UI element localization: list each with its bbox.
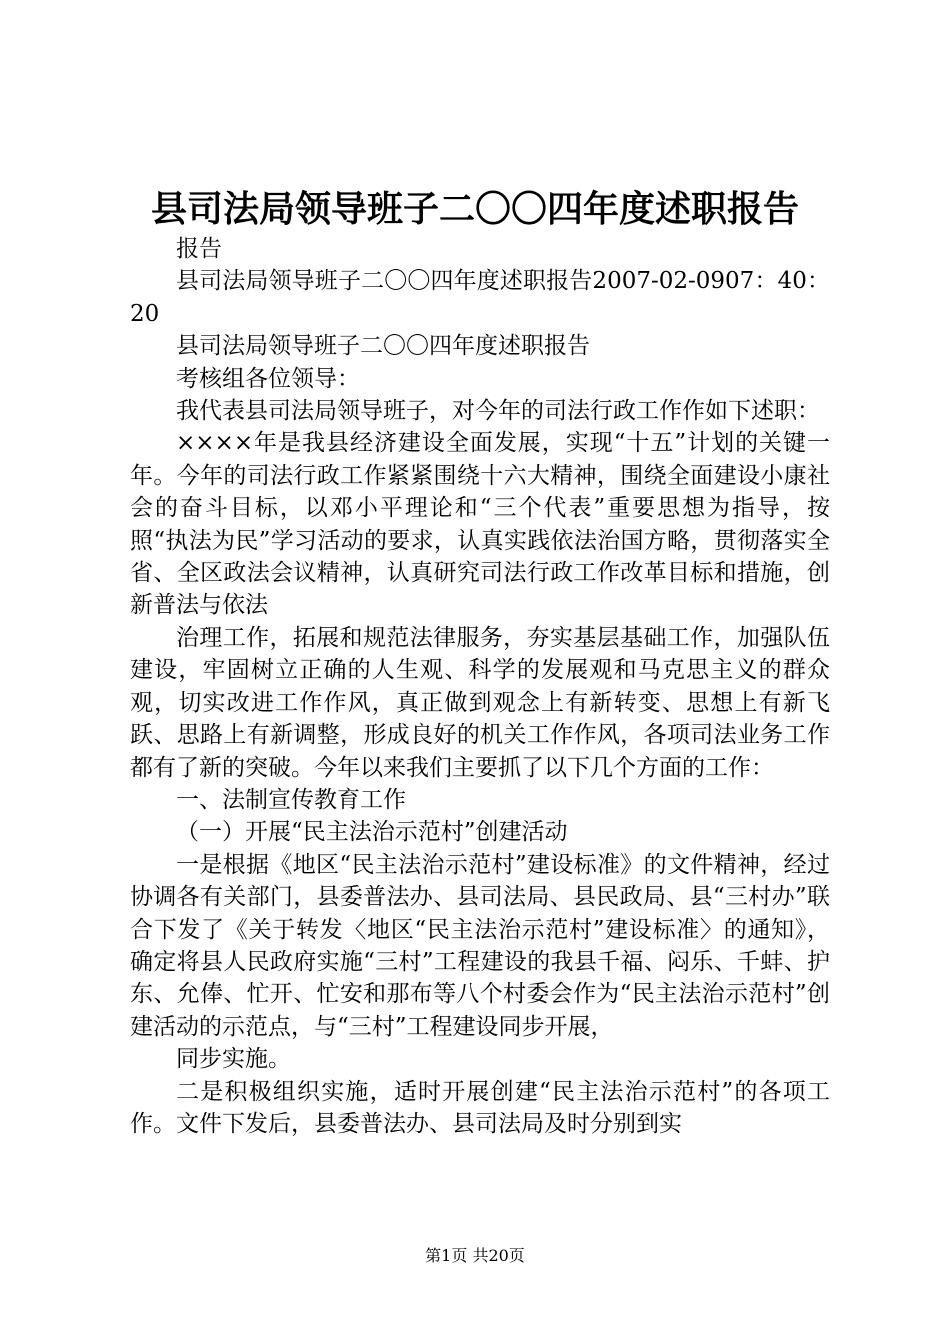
subsection-heading: （一）开展“民主法治示范村”创建活动 <box>176 819 568 846</box>
document-title: 县司法局领导班子二〇〇四年度述职报告 <box>150 188 799 230</box>
paragraph: 考核组各位领导： <box>176 365 360 392</box>
paragraph: 我代表县司法局领导班子，对今年的司法行政工作作如下述职： <box>176 398 820 425</box>
paragraph: ××××年是我县经济建设全面发展，实现“十五”计划的关键一年。今年的司法行政工作紧紧围绕十六大精神，围绕全面建设小康社会的奋斗目标，以邓小平理论和“三个代表”重要思想为指导，按照“执法为民”学习活动的要求，认真实践依法治国方略，贯彻落实全省、全区政法会议精神，认真研究司法行政工作改革目标和措施，创新普法与依法 <box>130 430 830 619</box>
paragraph: 县司法局领导班子二〇〇四年度述职报告2007-02-0907：40：20 <box>130 268 830 327</box>
page-number: 第1页 共20页 <box>425 1246 525 1265</box>
paragraph: 报告 <box>176 236 222 262</box>
document-body <box>130 233 830 1140</box>
paragraph: 治理工作，拓展和规范法律服务，夯实基层基础工作，加强队伍建设，牢固树立正确的人生观、科学的发展观和马克思主义的群众观，切实改进工作作风，真正做到观念上有新转变、思想上有新飞跃、思路上有新调整，形成良好的机关工作作风，各项司法业务工作都有了新的突破。今年以来我们主要抓了以下几个方面的工作： <box>130 624 830 781</box>
paragraph: 县司法局领导班子二〇〇四年度述职报告 <box>176 333 590 360</box>
paragraph: 二是积极组织实施，适时开展创建“民主法治示范村”的各项工作。文件下发后，县委普法办、县司法局及时分别到实 <box>130 1078 830 1137</box>
paragraph: 一是根据《地区“民主法治示范村”建设标准》的文件精神，经过协调各有关部门，县委普法办、县司法局、县民政局、县“三村办”联合下发了《关于转发〈地区“民主法治示范村”建设标准〉的通知》，确定将县人民政府实施“三村”工程建设的我县千福、闷乐、千蚌、护东、允俸、忙开、忙安和那布等八个村委会作为“民主法治示范村”创建活动的示范点，与“三村”工程建设同步开展， <box>130 851 830 1040</box>
section-heading: 一、法制宣传教育工作 <box>176 786 406 813</box>
paragraph: 同步实施。 <box>176 1046 291 1073</box>
